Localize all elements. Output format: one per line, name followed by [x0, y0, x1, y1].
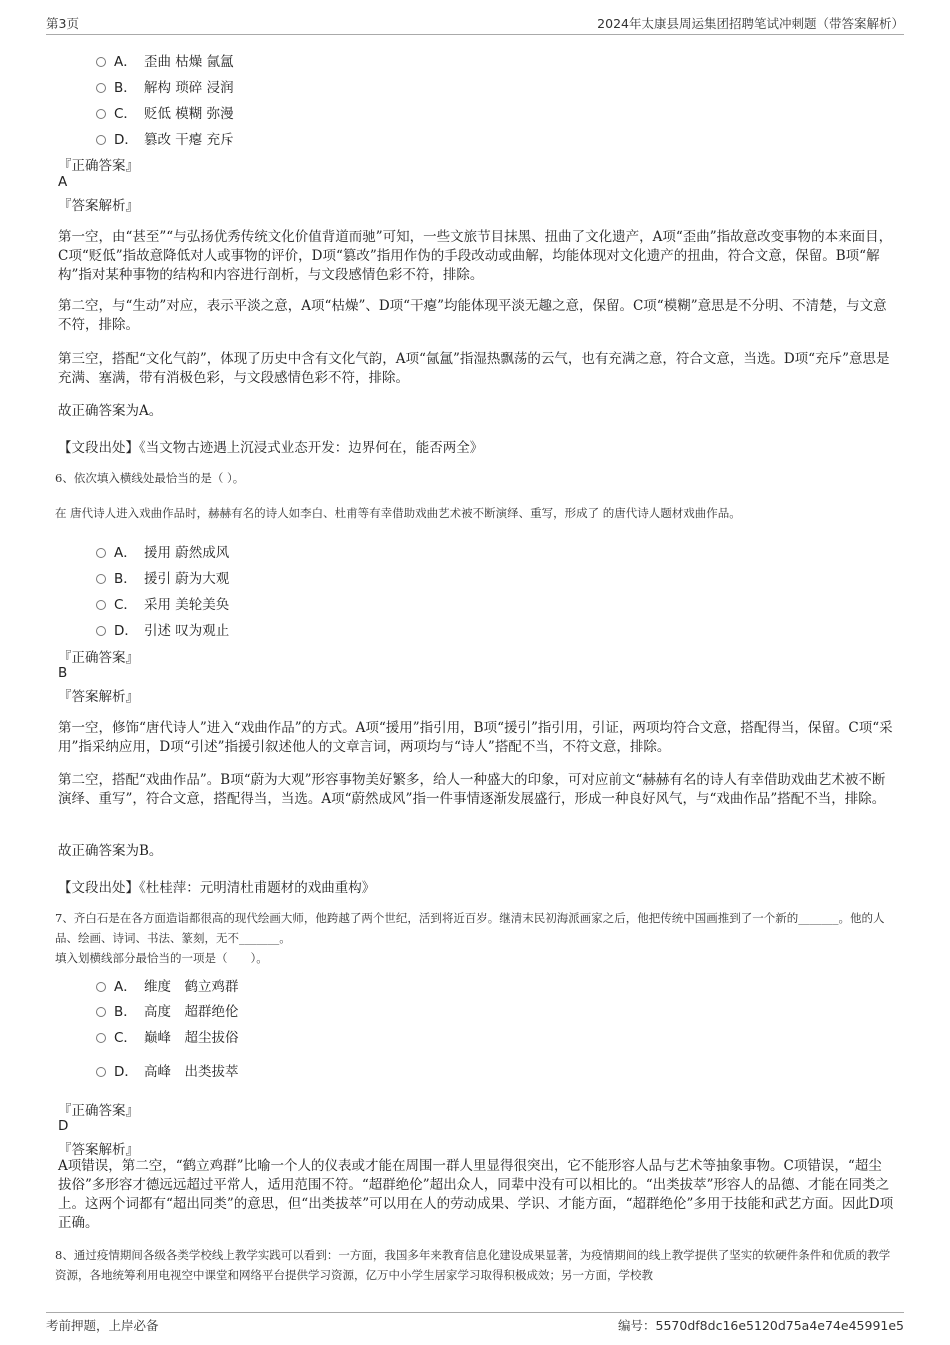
q7-option-b[interactable]: B． 高度 超群绝伦	[96, 1000, 239, 1020]
radio-icon[interactable]	[96, 548, 106, 558]
q5-answer: A	[58, 174, 68, 190]
q7-answer-label: 『正确答案』	[58, 1103, 139, 1119]
q7-analysis: A项错误，第二空，“鹤立鸡群”比喻一个人的仪表或才能在周围一群人里显得很突出，它不能形容人品与艺术等抽象事物。C项错误，“超尘拔俗”多形容才德远远超过平常人，适用范围不符。“超群绝伦”超出众人，同辈中没有可以相比的。“出类拔萃”形容人的品德、才能在同类之上。这两个词都有“超出同类”的意思，但“出类拔萃”可以用在人的劳动成果、学识、才能方面，“超群绝伦”多用于技能和武艺方面。因此D项正确。	[58, 1158, 894, 1231]
radio-icon[interactable]	[96, 1007, 106, 1017]
q6-passage: 在 唐代诗人进入戏曲作品时，赫赫有名的诗人如李白、杜甫等有幸借助戏曲艺术被不断演绎、重写，形成了 的唐代诗人题材戏曲作品。	[55, 506, 741, 520]
q6-option-a[interactable]: A． 援用 蔚然成风	[96, 541, 229, 561]
q7-stem: 7、齐白石是在各方面造诣都很高的现代绘画大师，他跨越了两个世纪，活到将近百岁。继清末民初海派画家之后，他把传统中国画推到了一个新的_______。他的人品、绘画、诗词、书法、篆刻，无不_______。	[55, 911, 885, 945]
q5-analysis-p2: 第二空，与“生动”对应，表示平淡之意，A项“枯燥”、D项“干瘪”均能体现平淡无趣之意，保留。C项“模糊”意思是不分明、不清楚，与文意不符，排除。	[58, 298, 887, 333]
q5-source: 【文段出处】《当文物古迹遇上沉浸式业态开发：边界何在，能否两全》	[58, 440, 484, 456]
q5-option-b[interactable]: B． 解构 琐碎 浸润	[96, 76, 234, 96]
q6-option-b[interactable]: B． 援引 蔚为大观	[96, 567, 229, 587]
q6-option-d[interactable]: D． 引述 叹为观止	[96, 619, 229, 639]
q8-stem: 8、通过疫情期间各级各类学校线上教学实践可以看到：一方面，我国多年来教育信息化建设成果显著，为疫情期间的线上教学提供了坚实的软硬件条件和优质的教学资源，各地统筹利用电视空中课堂和网络平台提供学习资源，亿万中小学生居家学习取得积极成效；另一方面，学校教	[55, 1248, 891, 1282]
q6-analysis-conclusion: 故正确答案为B。	[58, 843, 163, 859]
q5-option-a[interactable]: A． 歪曲 枯燥 氤氲	[96, 50, 234, 70]
document-title: 2024年太康县周运集团招聘笔试冲刺题（带答案解析）	[597, 16, 904, 31]
q7-analysis-label: 『答案解析』	[58, 1142, 139, 1158]
q6-analysis-p2: 第二空，搭配“戏曲作品”。B项“蔚为大观”形容事物美好繁多，给人一种盛大的印象，可对应前文“赫赫有名的诗人有幸借助戏曲艺术被不断演绎、重写”，符合文意，搭配得当，当选。A项“蔚然成风”指一件事情逐渐发展盛行，形成一种良好风气，与“戏曲作品”搭配不当，排除。	[58, 772, 886, 807]
page-footer	[46, 1312, 904, 1333]
q6-answer-label: 『正确答案』	[58, 650, 139, 666]
q7-option-a[interactable]: A． 维度 鹤立鸡群	[96, 975, 239, 995]
q6-option-c[interactable]: C． 采用 美轮美奂	[96, 593, 229, 613]
document-code: 编号：5570df8dc16e5120d75a4e74e45991e5	[618, 1318, 904, 1333]
radio-icon[interactable]	[96, 1067, 106, 1077]
q5-option-c[interactable]: C． 贬低 模糊 弥漫	[96, 102, 234, 122]
q7-prompt: 填入划横线部分最恰当的一项是（ ）。	[55, 951, 268, 965]
q7-answer: D	[58, 1118, 69, 1134]
radio-icon[interactable]	[96, 982, 106, 992]
q5-option-d[interactable]: D． 篡改 干瘪 充斥	[96, 128, 234, 148]
q6-source: 【文段出处】《杜桂萍：元明清杜甫题材的戏曲重构》	[58, 880, 376, 896]
q6-analysis-label: 『答案解析』	[58, 689, 139, 705]
q5-analysis-conclusion: 故正确答案为A。	[58, 403, 163, 419]
q7-option-d[interactable]: D． 高峰 出类拔萃	[96, 1060, 239, 1080]
footer-slogan: 考前押题，上岸必备	[46, 1318, 159, 1333]
q5-analysis-p1: 第一空，由“甚至”“与弘扬优秀传统文化价值背道而驰”可知，一些文旅节目抹黑、扭曲了文化遗产，A项“歪曲”指故意改变事物的本来面目，C项“贬低”指故意降低对人或事物的评价，D项“篡改”指用作伪的手段改动或曲解，均能体现对文化遗产的扭曲，符合文意，保留。B项“解构”指对某种事物的结构和内容进行剖析，与文段感情色彩不符，排除。	[58, 229, 893, 283]
q5-answer-label: 『正确答案』	[58, 158, 139, 174]
radio-icon[interactable]	[96, 574, 106, 584]
q5-analysis-p3: 第三空，搭配“文化气韵”，体现了历史中含有文化气韵，A项“氤氲”指湿热飘荡的云气，也有充满之意，符合文意，当选。D项“充斥”意思是充满、塞满，带有消极色彩，与文段感情色彩不符，排除。	[58, 351, 890, 386]
q6-stem: 6、依次填入横线处最恰当的是（ ）。	[55, 471, 245, 485]
radio-icon[interactable]	[96, 626, 106, 636]
q5-analysis-label: 『答案解析』	[58, 198, 139, 214]
radio-icon[interactable]	[96, 135, 106, 145]
q6-analysis-p1: 第一空，修饰“唐代诗人”进入“戏曲作品”的方式。A项“援用”指引用，B项“援引”指引用，引证，两项均符合文意，搭配得当，保留。C项“采用”指采纳应用，D项“引述”指援引叙述他人的文章言词，两项均与“诗人”搭配不当，不符文意，排除。	[58, 720, 893, 755]
q6-answer: B	[58, 665, 68, 681]
page-header	[46, 14, 904, 35]
radio-icon[interactable]	[96, 109, 106, 119]
radio-icon[interactable]	[96, 1033, 106, 1043]
radio-icon[interactable]	[96, 600, 106, 610]
radio-icon[interactable]	[96, 83, 106, 93]
page-number: 第3页	[46, 16, 79, 31]
q7-option-c[interactable]: C． 巅峰 超尘拔俗	[96, 1026, 239, 1046]
radio-icon[interactable]	[96, 57, 106, 67]
